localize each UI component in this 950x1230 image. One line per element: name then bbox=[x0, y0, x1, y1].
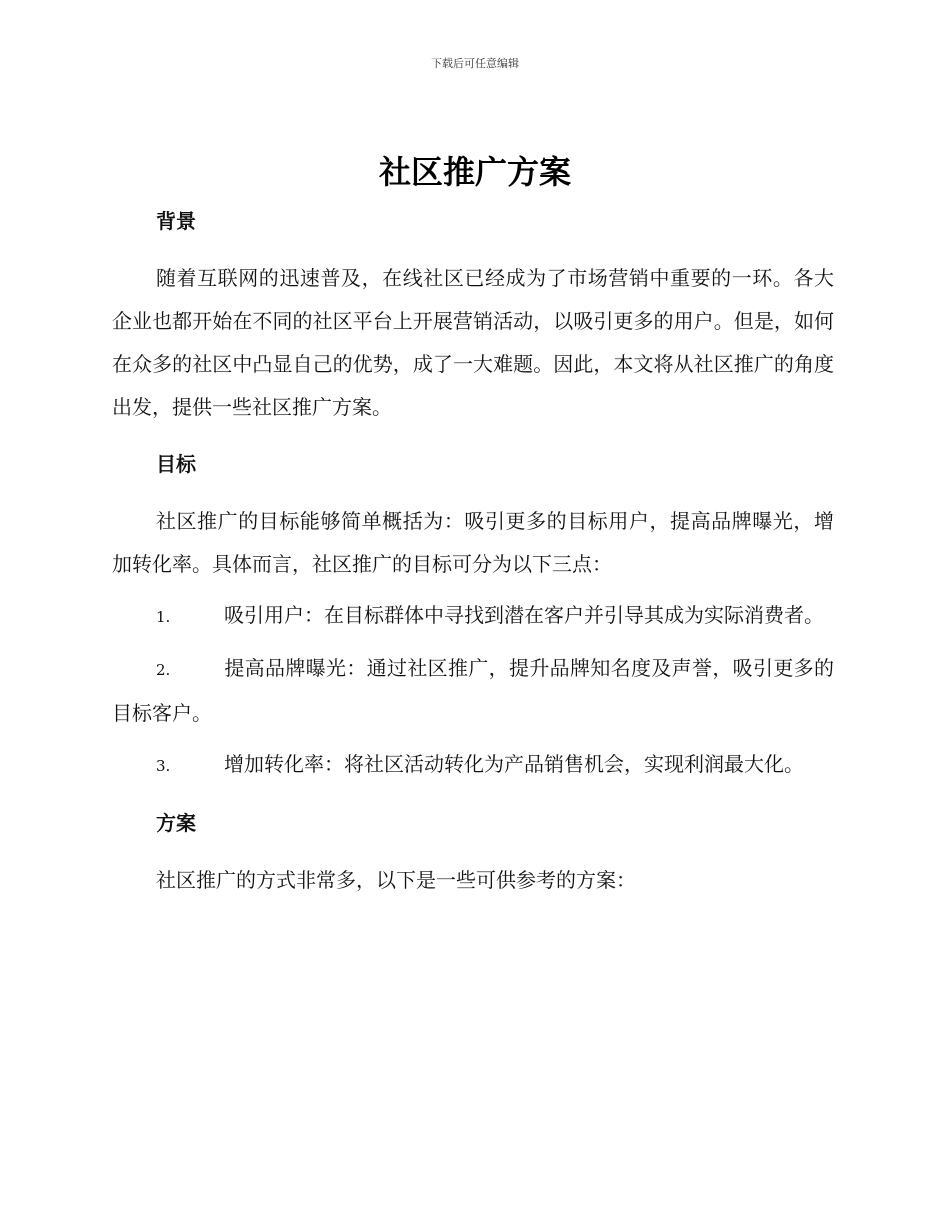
section-heading-background: 背景 bbox=[156, 209, 196, 233]
section-heading-plan: 方案 bbox=[156, 811, 196, 835]
goals-paragraph: 社区推广的目标能够简单概括为：吸引更多的目标用户，提高品牌曝光，增加转化率。具体而言，社区推广的目标可分为以下三点： bbox=[112, 509, 834, 576]
goal-list-item bbox=[112, 743, 834, 788]
list-number: 3. bbox=[156, 757, 171, 775]
background-paragraph: 随着互联网的迅速普及，在线社区已经成为了市场营销中重要的一环。各大企业也都开始在不同的社区平台上开展营销活动，以吸引更多的用户。但是，如何在众多的社区中凸显自己的优势，成了一大难题。因此，本文将从社区推广的角度出发，提供一些社区推广方案。 bbox=[112, 266, 834, 419]
list-number: 1. bbox=[156, 608, 171, 626]
header-note: 下载后可任意编辑 bbox=[431, 57, 519, 70]
list-item-text: 提高品牌曝光：通过社区推广，提升品牌知名度及声誉，吸引更多的目标客户。 bbox=[112, 656, 834, 725]
document-title: 社区推广方案 bbox=[378, 153, 571, 191]
section-heading-goals: 目标 bbox=[156, 452, 196, 476]
plan-paragraph: 社区推广的方式非常多，以下是一些可供参考的方案： bbox=[156, 868, 636, 892]
list-number: 2. bbox=[156, 661, 171, 679]
list-item-text: 增加转化率：将社区活动转化为产品销售机会，实现利润最大化。 bbox=[224, 752, 804, 776]
goal-list-item bbox=[112, 647, 834, 735]
list-item-text: 吸引用户：在目标群体中寻找到潜在客户并引导其成为实际消费者。 bbox=[224, 603, 824, 627]
goal-list-item bbox=[112, 594, 834, 639]
document-body bbox=[112, 200, 834, 902]
